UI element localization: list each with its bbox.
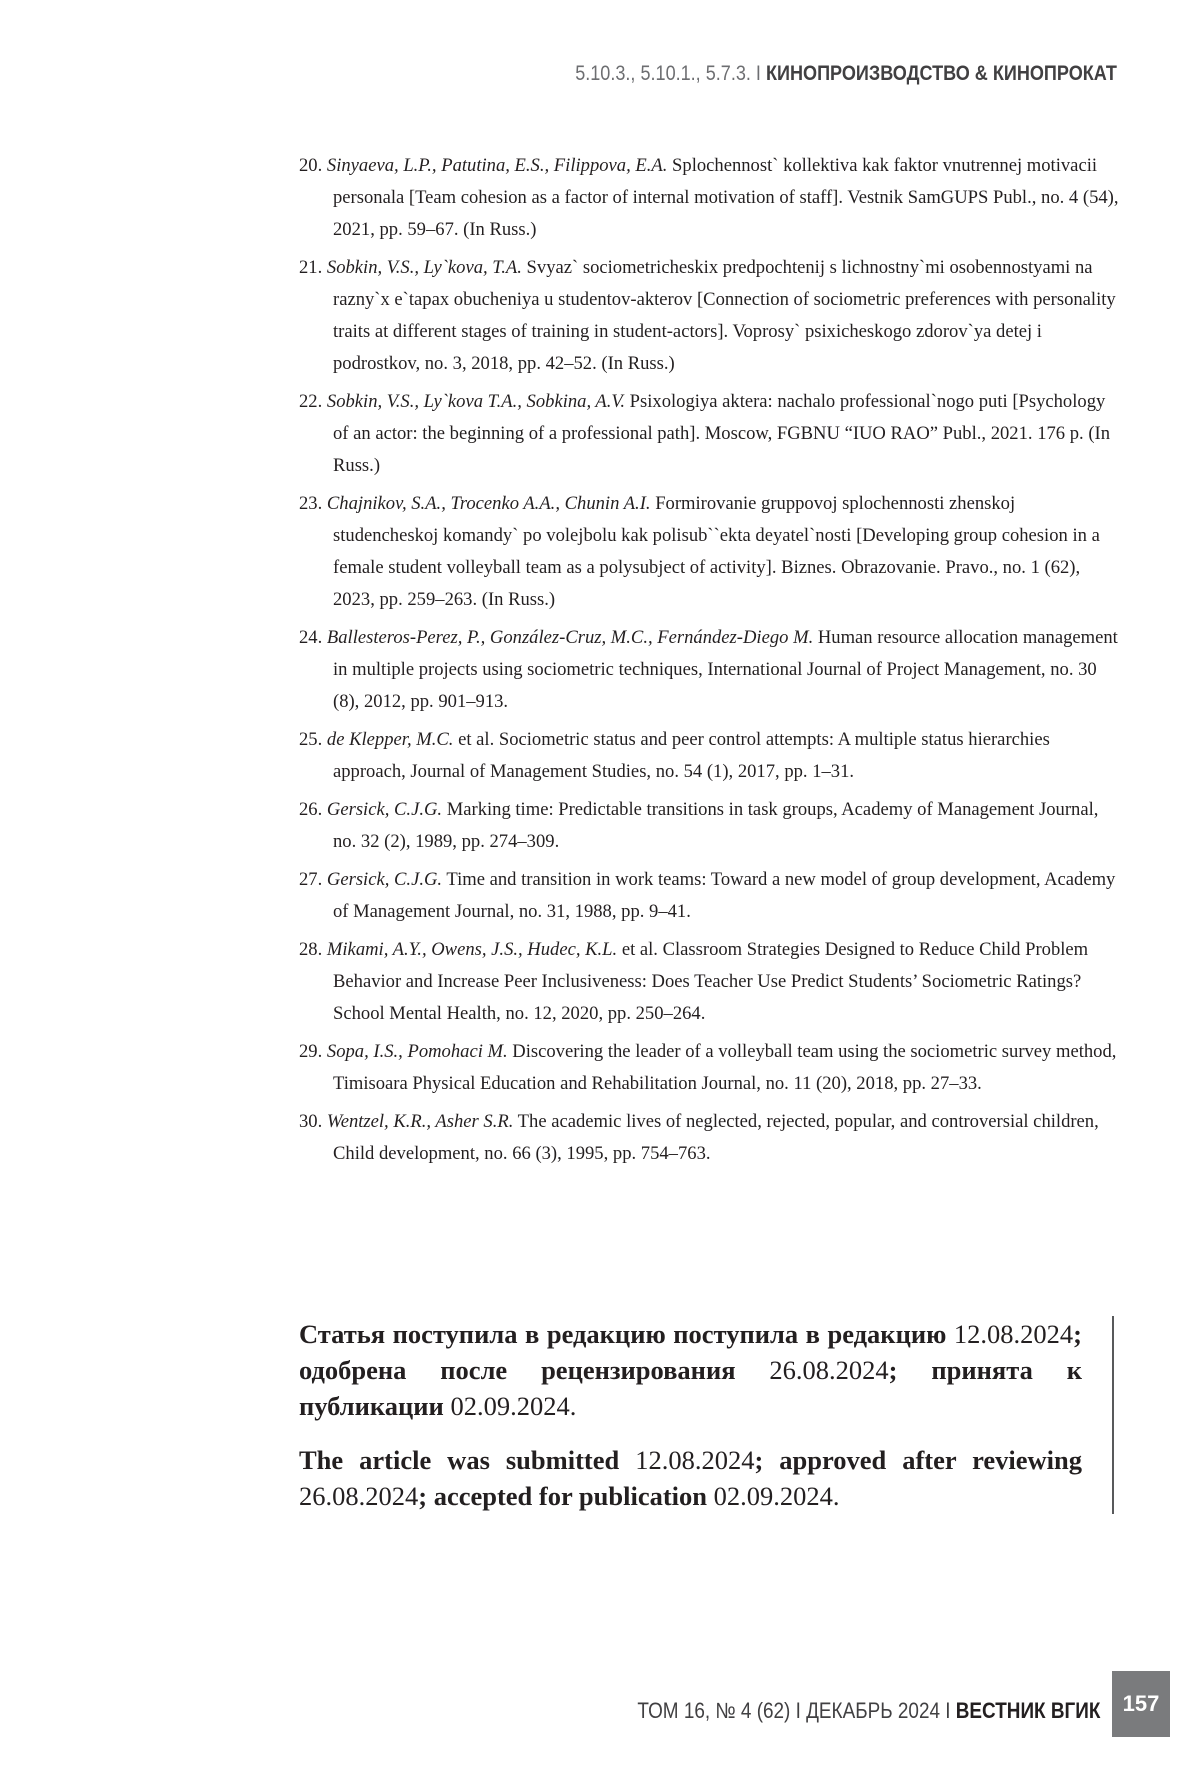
reference-item bbox=[299, 386, 1119, 482]
ref-text: et al. Sociometric status and peer control attempts: A multiple status hierarchies approach, Journal of Management Studies, no. 54 (1), 2017, pp. 1–31. bbox=[333, 729, 1050, 782]
ref-authors: Sinyaeva, L.P., Patutina, E.S., Filippova, E.A. bbox=[327, 155, 668, 176]
dates-label: ; одобрена после рецензирования bbox=[299, 1319, 1082, 1385]
reference-item bbox=[299, 252, 1119, 380]
reference-item bbox=[299, 724, 1119, 788]
dates-label: Статья поступила в редакцию поступила в редакцию bbox=[299, 1319, 954, 1349]
dates-label: ; принята к публикации bbox=[299, 1355, 1082, 1421]
ref-authors: de Klepper, M.C. bbox=[327, 729, 454, 750]
ref-authors: Gersick, C.J.G. bbox=[327, 869, 442, 890]
ref-authors: Mikami, A.Y., Owens, J.S., Hudec, K.L. bbox=[327, 939, 617, 960]
ref-number: 30. bbox=[299, 1111, 322, 1132]
ref-number: 23. bbox=[299, 493, 322, 514]
ref-number: 27. bbox=[299, 869, 322, 890]
ref-text: Psixologiya aktera: nachalo professional`nogo puti [Psychology of an actor: the beginning of a professional path]. Moscow, FGBNU “IUO RAO” Publ., 2021. 176 p. (In Russ.) bbox=[333, 391, 1110, 476]
footer-journal: ВЕСТНИК ВГИК bbox=[955, 1698, 1100, 1723]
dates-russian bbox=[299, 1316, 1082, 1424]
reference-item bbox=[299, 794, 1119, 858]
article-dates bbox=[299, 1316, 1114, 1514]
dates-label: ; approved after reviewing bbox=[754, 1445, 1082, 1475]
submitted-date: 12.08.2024 bbox=[635, 1445, 754, 1475]
reference-item bbox=[299, 622, 1119, 718]
ref-text: et al. Classroom Strategies Designed to Reduce Child Problem Behavior and Increase Peer Inclusiveness: Does Teacher Use Predict Students’ Sociometric Ratings? School Mental Health, no. 12, 2020, pp. 250–264. bbox=[333, 939, 1088, 1024]
reference-item bbox=[299, 150, 1119, 246]
running-head bbox=[575, 62, 1117, 86]
ref-number: 25. bbox=[299, 729, 322, 750]
ref-authors: Sopa, I.S., Pomohaci M. bbox=[327, 1041, 508, 1062]
accepted-date: 02.09.2024 bbox=[714, 1481, 833, 1511]
ref-text: Discovering the leader of a volleyball team using the sociometric survey method, Timisoara Physical Education and Rehabilitation Journal, no. 11 (20), 2018, pp. 27–33. bbox=[333, 1041, 1116, 1094]
reference-item bbox=[299, 488, 1119, 616]
ref-number: 28. bbox=[299, 939, 322, 960]
ref-authors: Sobkin, V.S., Ly`kova T.A., Sobkina, A.V. bbox=[327, 391, 625, 412]
reference-list bbox=[299, 150, 1119, 1176]
dates-period: . bbox=[833, 1481, 840, 1511]
reference-item bbox=[299, 1106, 1119, 1170]
ref-authors: Sobkin, V.S., Ly`kova, T.A. bbox=[327, 257, 522, 278]
header-separator: I bbox=[751, 62, 766, 85]
ref-authors: Chajnikov, S.A., Trocenko A.A., Chunin A.I. bbox=[327, 493, 651, 514]
ref-text: Splochennost` kollektiva kak faktor vnutrennej motivacii personala [Team cohesion as a factor of internal motivation of staff]. Vestnik SamGUPS Publ., no. 4 (54), 2021, pp. 59–67. (In Russ.) bbox=[333, 155, 1119, 240]
header-codes: 5.10.3., 5.10.1., 5.7.3. bbox=[575, 62, 751, 85]
ref-number: 21. bbox=[299, 257, 322, 278]
ref-number: 24. bbox=[299, 627, 322, 648]
ref-number: 20. bbox=[299, 155, 322, 176]
ref-number: 29. bbox=[299, 1041, 322, 1062]
dates-english bbox=[299, 1442, 1082, 1514]
ref-text: Time and transition in work teams: Toward a new model of group development, Academy of Management Journal, no. 31, 1988, pp. 9–41. bbox=[333, 869, 1115, 922]
running-footer bbox=[637, 1698, 1100, 1724]
header-section: КИНОПРОИЗВОДСТВО & КИНОПРОКАТ bbox=[766, 62, 1117, 85]
accepted-date: 02.09.2024 bbox=[450, 1391, 569, 1421]
ref-authors: Ballesteros-Perez, P., González-Cruz, M.C., Fernández-Diego M. bbox=[327, 627, 813, 648]
dates-label: ; accepted for publication bbox=[418, 1481, 713, 1511]
ref-authors: Wentzel, K.R., Asher S.R. bbox=[327, 1111, 513, 1132]
ref-text: Svyaz` sociometricheskix predpochtenij s lichnostny`mi osobennostyami na razny`x e`tapax obucheniya u studentov-akterov [Connection of sociometric preferences with personality traits at different stages of training in student-actors]. Voprosy` psixicheskogo zdorov`ya detej i podrostkov, no. 3, 2018, pp. 42–52. (In Russ.) bbox=[333, 257, 1116, 374]
ref-number: 26. bbox=[299, 799, 322, 820]
submitted-date: 12.08.2024 bbox=[954, 1319, 1073, 1349]
ref-text: Marking time: Predictable transitions in task groups, Academy of Management Journal, no. 32 (2), 1989, pp. 274–309. bbox=[333, 799, 1098, 852]
reference-item bbox=[299, 934, 1119, 1030]
dates-label: The article was submitted bbox=[299, 1445, 635, 1475]
footer-issue: ТОМ 16, № 4 (62) I ДЕКАБРЬ 2024 I bbox=[637, 1698, 955, 1723]
approved-date: 26.08.2024 bbox=[769, 1355, 888, 1385]
ref-text: Formirovanie gruppovoj splochennosti zhenskoj studencheskoj komandy` po volejbolu kak polisub``ekta deyatel`nosti [Developing group cohesion in a female student volleyball team as a polysubject of activity]. Biznes. Obrazovanie. Pravo., no. 1 (62), 2023, pp. 259–263. (In Russ.) bbox=[333, 493, 1100, 610]
reference-item bbox=[299, 864, 1119, 928]
ref-text: Human resource allocation management in multiple projects using sociometric techniques, International Journal of Project Management, no. 30 (8), 2012, pp. 901–913. bbox=[333, 627, 1118, 712]
approved-date: 26.08.2024 bbox=[299, 1481, 418, 1511]
dates-period: . bbox=[570, 1391, 577, 1421]
ref-number: 22. bbox=[299, 391, 322, 412]
ref-text: The academic lives of neglected, rejected, popular, and controversial children, Child development, no. 66 (3), 1995, pp. 754–763. bbox=[333, 1111, 1099, 1164]
reference-item bbox=[299, 1036, 1119, 1100]
page-number: 157 bbox=[1112, 1671, 1170, 1737]
ref-authors: Gersick, C.J.G. bbox=[327, 799, 442, 820]
